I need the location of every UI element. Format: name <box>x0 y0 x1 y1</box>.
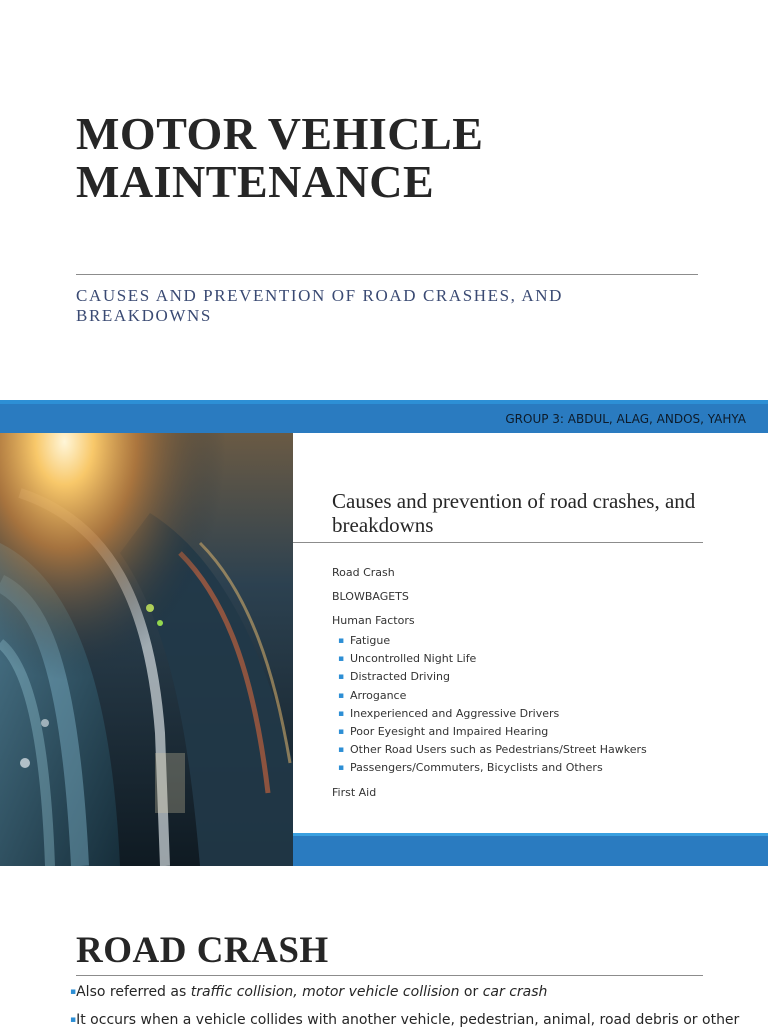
overview-divider <box>293 542 703 543</box>
bullet-icon: ▪ <box>338 636 345 646</box>
bullet-icon: ▪ <box>338 745 345 756</box>
list-item-label: Passengers/Commuters, Bicyclists and Others <box>350 761 603 775</box>
list-item <box>338 650 647 668</box>
overview-slide <box>0 400 768 866</box>
occurrence-line <box>70 1012 739 1028</box>
list-item: First Aid <box>332 785 377 799</box>
text-segment: or <box>459 984 483 1000</box>
bullet-icon: ▪ <box>338 708 345 719</box>
road-crash-divider <box>76 975 703 976</box>
list-item <box>338 632 647 650</box>
definition-line <box>70 984 547 1000</box>
list-item <box>338 705 647 723</box>
bullet-icon: ▪ <box>338 763 345 774</box>
overview-title: Causes and prevention of road crashes, and breakdowns <box>332 489 696 537</box>
text-segment-italic: traffic collision, motor vehicle collision <box>190 984 460 1000</box>
list-item: BLOWBAGETS <box>332 590 409 603</box>
list-item-label: Fatigue <box>350 634 391 647</box>
list-item: Human Factors <box>332 614 415 627</box>
topics-list <box>332 566 647 800</box>
list-item-label: Distracted Driving <box>350 670 451 684</box>
bullet-icon: ▪ <box>70 987 77 997</box>
list-item <box>338 759 647 777</box>
list-item <box>338 741 647 759</box>
road-crash-slide <box>0 866 768 1028</box>
list-item-label: Inexperienced and Aggressive Drivers <box>350 706 560 720</box>
title-divider <box>76 274 698 275</box>
list-item-label: Poor Eyesight and Impaired Hearing <box>350 725 549 739</box>
highway-traffic-photo <box>0 433 293 866</box>
text-segment-italic: car crash <box>482 984 548 1000</box>
top-accent-band <box>0 400 768 433</box>
human-factors-list <box>338 632 647 778</box>
title-line-1: MOTOR VEHICLE <box>76 108 484 159</box>
list-item-label: Uncontrolled Night Life <box>350 652 477 666</box>
title-slide <box>0 0 768 400</box>
bullet-icon: ▪ <box>338 727 345 738</box>
list-item-label: Arrogance <box>350 688 407 702</box>
bullet-icon: ▪ <box>338 672 345 683</box>
group-members-label: GROUP 3: ABDUL, ALAG, ANDOS, YAHYA <box>505 412 746 426</box>
list-item <box>338 723 647 741</box>
presentation-title <box>76 110 483 206</box>
presentation-subtitle: CAUSES AND PREVENTION OF ROAD CRASHES, AND BREAKDOWNS <box>76 286 564 325</box>
bullet-icon: ▪ <box>338 690 345 701</box>
list-item: Road Crash <box>332 566 395 579</box>
road-crash-title: ROAD CRASH <box>76 930 329 971</box>
text-segment: It occurs when a vehicle collides with another vehicle, pedestrian, animal, road debris or other <box>76 1012 740 1028</box>
text-segment: Also referred as <box>76 984 191 1000</box>
list-item <box>338 668 647 686</box>
bottom-accent-band <box>293 833 768 866</box>
list-item <box>338 687 647 705</box>
title-line-2: MAINTENANCE <box>76 156 435 207</box>
bullet-icon: ▪ <box>338 654 345 665</box>
list-item-label: Other Road Users such as Pedestrians/Street Hawkers <box>350 743 647 757</box>
bullet-icon: ▪ <box>70 1015 77 1025</box>
